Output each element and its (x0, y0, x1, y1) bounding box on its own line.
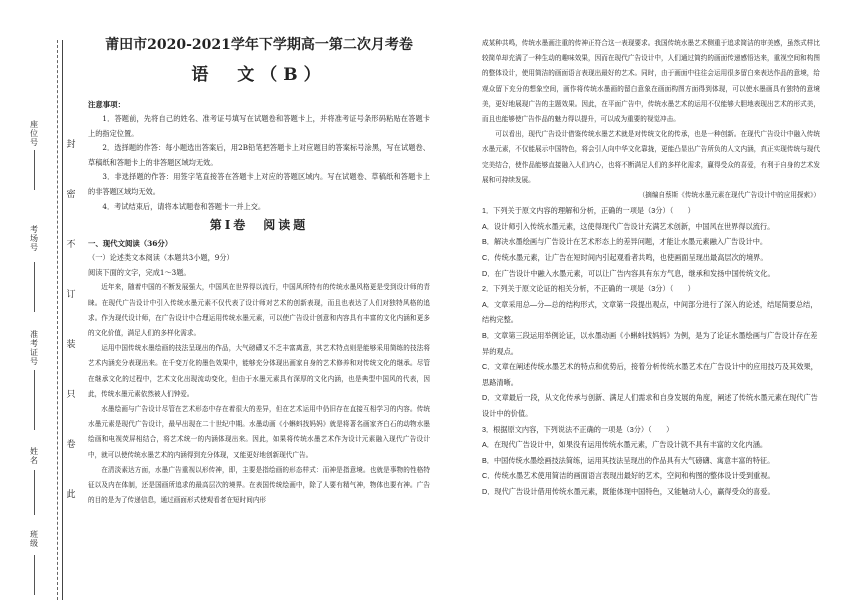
section-heading: 第Ⅰ卷 阅读题 (209, 218, 309, 233)
question-stem: 2．下列关于原文论证的相关分析，不正确的一项是（3分）（ ） (482, 284, 695, 294)
field-name: 姓名 (30, 447, 38, 465)
notice-item: 2．选择题的作答：每小题选出答案后，用2B铅笔把答题卡上对应题目的答案标号涂黑，写在试题卷、草稿纸和答题卡上的非答题区域均无效。 (88, 143, 430, 167)
question-option: D．在广告设计中融入水墨元素，可以让广告内容具有东方气息，继承和发扬中国传统文化。 (482, 268, 775, 278)
notice-heading: 注意事项： (88, 100, 125, 109)
seal-char: 只 (66, 390, 76, 400)
question-option: D．现代广告设计借用传统水墨元素，既能体现中国特色，又能触动人心，赢得受众的喜爱。 (482, 486, 775, 496)
notice-item: 3．非选择题的作答：用签字笔直接答在答题卡上对应的答题区域内。写在试题卷、草稿纸和答题卡上的非答题区域均无效。 (88, 172, 430, 196)
notice-item: 1．答题前，先将自己的姓名、准考证号填写在试题卷和答题卡上，并将准考证号条形码粘贴在答题卡上的指定位置。 (88, 114, 430, 138)
question-option: A．设计师引入传统水墨元素，这使得现代广告设计充满艺术创新，中国风在世界得以流行。 (482, 221, 775, 231)
question-stem: 1．下列关于原文内容的理解和分析，正确的一项是（3分）（ ） (482, 206, 695, 216)
binding-margin (0, 0, 82, 608)
seal-char: 此 (66, 490, 76, 500)
seal-char: 卷 (66, 440, 76, 450)
passage-paragraph: 近年来，随着中国的不断发展强大，中国风在世界得以流行，中国风所特有的传统水墨风格更是受到设计师的青睐。在现代广告设计中引入传统水墨元素不仅代表了设计师对艺术的创新表现，而且也表达了人们对独特风格的追求。作为现代设计师，在广告设计中合理运用传统水墨元素，可以使广告设计创意和内容具有丰富的文化内涵和更多的文化价值，满足人们的多样化需求。 (88, 283, 430, 337)
passage-paragraph: 在清淡素达方面，水墨广告重视以形传神，即，主要是指绘画的形态样式：而神是指意境。也就是事物的性格特征以及内在体制，还是国画所追求的最高层次的境界。在表国传统绘画中，除了人要有精气神，物体也要有神。广告的目的是为了传递信息，通过画面形式使观看者在短时间内形 (88, 465, 430, 505)
passage-paragraph: 成某种共鸣，传统水墨画注重的传神正符合这一表现要求。我国传统水墨艺术侧重于追求简洁的审美感，虽然式样比较简单却充满了一种生动的趣味效果，因而在现代广告设计中，人们通过简约的画面传递感悟达来，重视空间和构图的整体设计，使用简洁的画面语言表现出最好的艺术。同时，由于画面中往往会运用很多留白来表达作品的意境，给观众留下充分的想象空间，画作将传统水墨画的留白意象在画面构图方面得到体现，可以使水墨画具有独特的意境美，更好地展现广告的主题效果。因此，在平面广告中，传统水墨艺术的运用不仅能够大胆地表现出艺术的形式美，而且也能够使广告作品的魅力得以提升，可以成为重要的视觉冲击。 (482, 39, 820, 124)
field-room-no: 考场号 (30, 225, 38, 252)
passage-source: （摘编自蔡斯《传统水墨元素在现代广告设计中的应用探索》） (638, 191, 820, 200)
passage-paragraph: 运用中国传统水墨绘画的技法呈现出的作品，大气磅礴又不乏丰富离意，其艺术特点则是能够采用简练的技法将艺术内涵充分表现出来。在千变万化的墨色效果中，能够充分体现出画家自身的艺术修养和对传统文化的继承。尽管在继承文化的过程中，艺术文化出现流动变化，但由于水墨元素具有深厚的文化内涵，也是典型中国风的代表，因此，传统水墨元素依然被人们钟爱。 (88, 344, 430, 398)
field-ticket-no: 准考证号 (30, 330, 38, 366)
question-option: C．文章在阐述传统水墨艺术的特点和优势后，接着分析传统水墨艺术在广告设计中的应用技巧及其效果，思路清晰。 (482, 362, 818, 387)
subject-title: 语 文（B） (191, 65, 327, 85)
question-option: B．中国传统水墨绘画技法简练，运用其技法呈现出的作品具有大气磅礴、寓意丰富的特征。 (482, 455, 775, 465)
passage-paragraph: 水墨绘画与广告设计尽管在艺术形态中存在着很大的差异，但在艺术运用中仍旧存在直接互相学习的内容。传统水墨元素是现代广告设计，最早出现在二十世纪中期。水墨动画《小蝌蚪找妈妈》就是将著名画家齐白石的动物水墨绘画和电视荧屏相结合，将艺术统一的内涵体现出来。因此，如果将传统水墨艺术作为设计元素融入现代广告设计中，就可以使传统水墨艺术的内涵得到充分体现，又能更好地创新现代广告。 (88, 404, 430, 459)
field-line (34, 370, 35, 430)
question-option: A．文章采用总—分—总的结构形式，文章第一段提出观点，中间部分进行了深入的论述，结尾简要总结，结构完整。 (482, 299, 818, 325)
seal-char: 密 (66, 190, 76, 200)
field-line (34, 555, 35, 595)
field-class: 班级 (30, 530, 38, 548)
passage-paragraph: 可以看出，现代广告设计借鉴传统水墨艺术就是对传统文化的传承，也是一种创新。在现代广告设计中融入传统水墨元素，不仅能展示中国特色，将会引人向中华文化靠拢，更能凸显出广告所负的人文内涵，真正实现传统与现代完美结合，使作品能够直接融入人们内心，也将不断满足人们的多样化需求，赢得受众的喜爱，有利于自身的艺术发展和可持续发展。 (482, 130, 820, 184)
field-seat-no: 座位号 (30, 120, 38, 147)
seal-char: 不 (66, 240, 76, 250)
seal-line-dashed (57, 40, 58, 600)
seal-line-solid (62, 40, 63, 600)
field-line (34, 262, 35, 312)
field-line (34, 150, 35, 190)
question-stem: 3．根据原文内容，下列说法不正确的一项是（3分）（ ） (482, 424, 674, 434)
question-option: B．文章第三段运用举例论证，以水墨动画《小蝌蚪找妈妈》为例，是为了论证水墨绘画与广告设计存在差异的观点。 (482, 330, 818, 356)
left-column (88, 98, 430, 508)
field-line (34, 470, 35, 515)
subpart-heading: （一）论述类文本阅读（本题共3小题，9分） (88, 253, 234, 263)
notice-item: 4．考试结束后，请将本试题卷和答题卡一并上交。 (102, 201, 266, 211)
part-heading: 一、现代文阅读（36分） (88, 239, 173, 249)
exam-title: 莆田市2020-2021学年下学期高一第二次月考卷 (105, 37, 413, 53)
seal-char: 装 (66, 340, 76, 350)
seal-char: 订 (66, 290, 76, 300)
reading-instruction: 阅读下面的文字，完成1～3题。 (88, 267, 191, 277)
question-option: D．文章最后一段，从文化传承与创新、满足人们需求和自身发展的角度，阐述了传统水墨元素在现代广告设计中的价值。 (482, 393, 818, 418)
seal-char: 封 (66, 140, 76, 150)
question-option: C．传统水墨艺术使用简洁的画面语言表现出最好的艺术，空间和构图的整体设计受到重视。 (482, 471, 775, 481)
right-column (482, 36, 820, 500)
question-option: C．传统水墨元素，让广告在短时间内引起观看者共鸣，也使画面呈现出最高层次的境界。 (482, 253, 768, 263)
question-option: B．解决水墨绘画与广告设计在艺术形态上的差异问题，才能让水墨元素融入广告设计中。 (482, 237, 768, 247)
question-option: A．在现代广告设计中，如果没有运用传统水墨元素，广告设计就不具有丰富的文化内涵。 (482, 440, 768, 450)
